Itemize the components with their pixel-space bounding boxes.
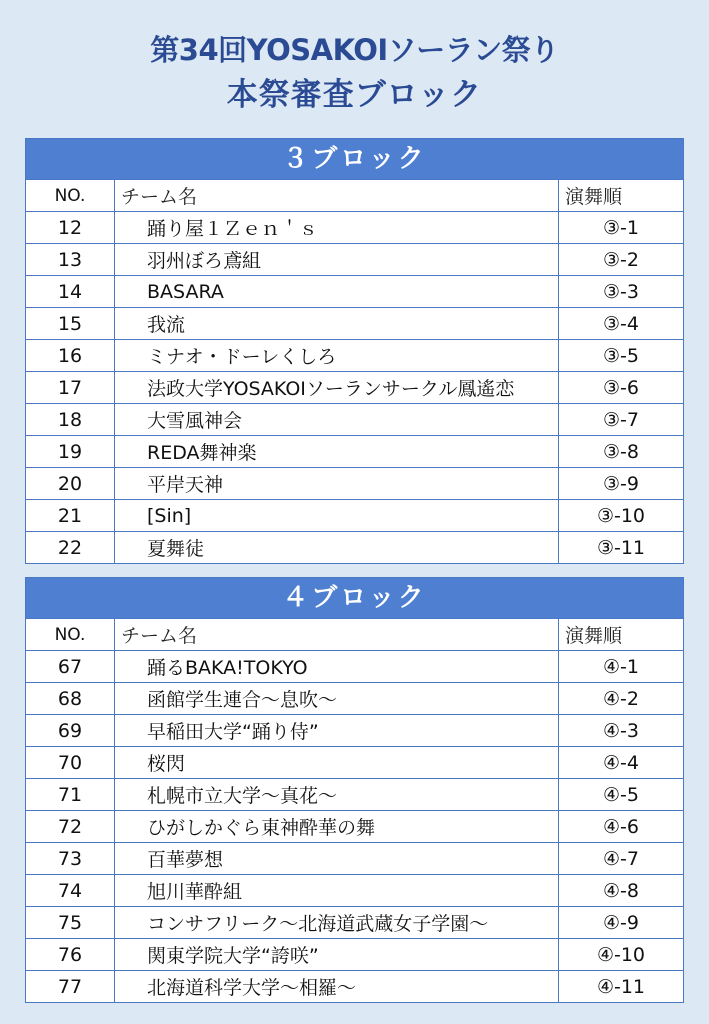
performance-order: ④-7 bbox=[559, 843, 684, 875]
table-row bbox=[26, 500, 683, 532]
team-name: 札幌市立大学～真花～ bbox=[115, 779, 559, 811]
performance-order: ④-9 bbox=[559, 907, 684, 939]
event-title: 第34回YOSAKOIソーラン祭り bbox=[150, 33, 559, 67]
page-subtitle: 本祭審査ブロック bbox=[226, 77, 483, 113]
performance-order: ④-10 bbox=[559, 939, 684, 971]
team-number: 15 bbox=[26, 308, 115, 340]
team-number: 16 bbox=[26, 340, 115, 372]
table-row bbox=[26, 404, 683, 436]
performance-order: ④-8 bbox=[559, 875, 684, 907]
team-name: 桜閃 bbox=[115, 747, 559, 779]
performance-order: ③-10 bbox=[559, 500, 684, 532]
performance-order: ③-11 bbox=[559, 532, 684, 564]
performance-order: ③-2 bbox=[559, 244, 684, 276]
table-row bbox=[26, 532, 683, 564]
team-number: 22 bbox=[26, 532, 115, 564]
table-row bbox=[26, 907, 683, 939]
team-name: 関東学院大学“誇咲” bbox=[115, 939, 559, 971]
team-number: 70 bbox=[26, 747, 115, 779]
performance-order: ④-3 bbox=[559, 715, 684, 747]
table-row bbox=[26, 971, 683, 1003]
table-header-row bbox=[26, 180, 683, 212]
team-name: 我流 bbox=[115, 308, 559, 340]
team-name: 踊るBAKA!TOKYO bbox=[115, 651, 559, 683]
performance-order: ③-4 bbox=[559, 308, 684, 340]
column-header-team: チーム名 bbox=[115, 619, 559, 651]
team-name: 北海道科学大学～相羅～ bbox=[115, 971, 559, 1003]
column-header-order: 演舞順 bbox=[559, 619, 684, 651]
table-header-row bbox=[26, 619, 683, 651]
team-name: 旭川華酔組 bbox=[115, 875, 559, 907]
column-header-no: NO. bbox=[26, 619, 115, 651]
team-name: 羽州ぼろ鳶組 bbox=[115, 244, 559, 276]
table-row bbox=[26, 244, 683, 276]
table-row bbox=[26, 811, 683, 843]
performance-order: ③-5 bbox=[559, 340, 684, 372]
team-number: 20 bbox=[26, 468, 115, 500]
performance-order: ④-4 bbox=[559, 747, 684, 779]
team-name: BASARA bbox=[115, 276, 559, 308]
table-row bbox=[26, 939, 683, 971]
team-name: ひがしかぐら東神酔華の舞 bbox=[115, 811, 559, 843]
team-name: REDA舞神楽 bbox=[115, 436, 559, 468]
team-number: 19 bbox=[26, 436, 115, 468]
column-header-no: NO. bbox=[26, 180, 115, 212]
team-number: 69 bbox=[26, 715, 115, 747]
performance-order: ③-8 bbox=[559, 436, 684, 468]
performance-order: ④-6 bbox=[559, 811, 684, 843]
team-name: 法政大学YOSAKOIソーランサークル鳳遙恋 bbox=[115, 372, 559, 404]
table-row bbox=[26, 372, 683, 404]
table-row bbox=[26, 843, 683, 875]
team-number: 68 bbox=[26, 683, 115, 715]
team-number: 75 bbox=[26, 907, 115, 939]
team-number: 12 bbox=[26, 212, 115, 244]
team-number: 67 bbox=[26, 651, 115, 683]
team-name: 平岸天神 bbox=[115, 468, 559, 500]
team-number: 73 bbox=[26, 843, 115, 875]
team-name: [Sin] bbox=[115, 500, 559, 532]
performance-order: ③-7 bbox=[559, 404, 684, 436]
table-row bbox=[26, 779, 683, 811]
team-name: 百華夢想 bbox=[115, 843, 559, 875]
team-table bbox=[26, 180, 683, 563]
column-header-order: 演舞順 bbox=[559, 180, 684, 212]
table-row bbox=[26, 340, 683, 372]
team-number: 14 bbox=[26, 276, 115, 308]
team-name: 夏舞徒 bbox=[115, 532, 559, 564]
performance-order: ④-5 bbox=[559, 779, 684, 811]
performance-order: ③-1 bbox=[559, 212, 684, 244]
team-name: 大雪風神会 bbox=[115, 404, 559, 436]
table-row bbox=[26, 276, 683, 308]
performance-order: ③-3 bbox=[559, 276, 684, 308]
performance-order: ④-11 bbox=[559, 971, 684, 1003]
table-row bbox=[26, 436, 683, 468]
table-row bbox=[26, 683, 683, 715]
block-header: ３ブロック bbox=[26, 139, 683, 180]
table-row bbox=[26, 212, 683, 244]
team-number: 21 bbox=[26, 500, 115, 532]
team-name: ミナオ・ドーレくしろ bbox=[115, 340, 559, 372]
page-title bbox=[0, 30, 709, 116]
team-name: コンサフリーク～北海道武蔵女子学園～ bbox=[115, 907, 559, 939]
team-name: 踊り屋１Ｚｅｎ＇ｓ bbox=[115, 212, 559, 244]
column-header-team: チーム名 bbox=[115, 180, 559, 212]
table-row bbox=[26, 715, 683, 747]
block-header: ４ブロック bbox=[26, 578, 683, 619]
performance-order: ④-1 bbox=[559, 651, 684, 683]
performance-order: ④-2 bbox=[559, 683, 684, 715]
table-row bbox=[26, 651, 683, 683]
team-number: 72 bbox=[26, 811, 115, 843]
performance-order: ③-9 bbox=[559, 468, 684, 500]
team-number: 74 bbox=[26, 875, 115, 907]
team-number: 13 bbox=[26, 244, 115, 276]
team-number: 71 bbox=[26, 779, 115, 811]
table-row bbox=[26, 875, 683, 907]
team-name: 函館学生連合～息吹～ bbox=[115, 683, 559, 715]
table-row bbox=[26, 747, 683, 779]
team-name: 早稲田大学“踊り侍” bbox=[115, 715, 559, 747]
performance-order: ③-6 bbox=[559, 372, 684, 404]
team-number: 18 bbox=[26, 404, 115, 436]
block-4-table bbox=[25, 577, 684, 1003]
team-table bbox=[26, 619, 683, 1002]
team-number: 17 bbox=[26, 372, 115, 404]
team-number: 77 bbox=[26, 971, 115, 1003]
table-row bbox=[26, 308, 683, 340]
table-row bbox=[26, 468, 683, 500]
team-number: 76 bbox=[26, 939, 115, 971]
block-3-table bbox=[25, 138, 684, 564]
